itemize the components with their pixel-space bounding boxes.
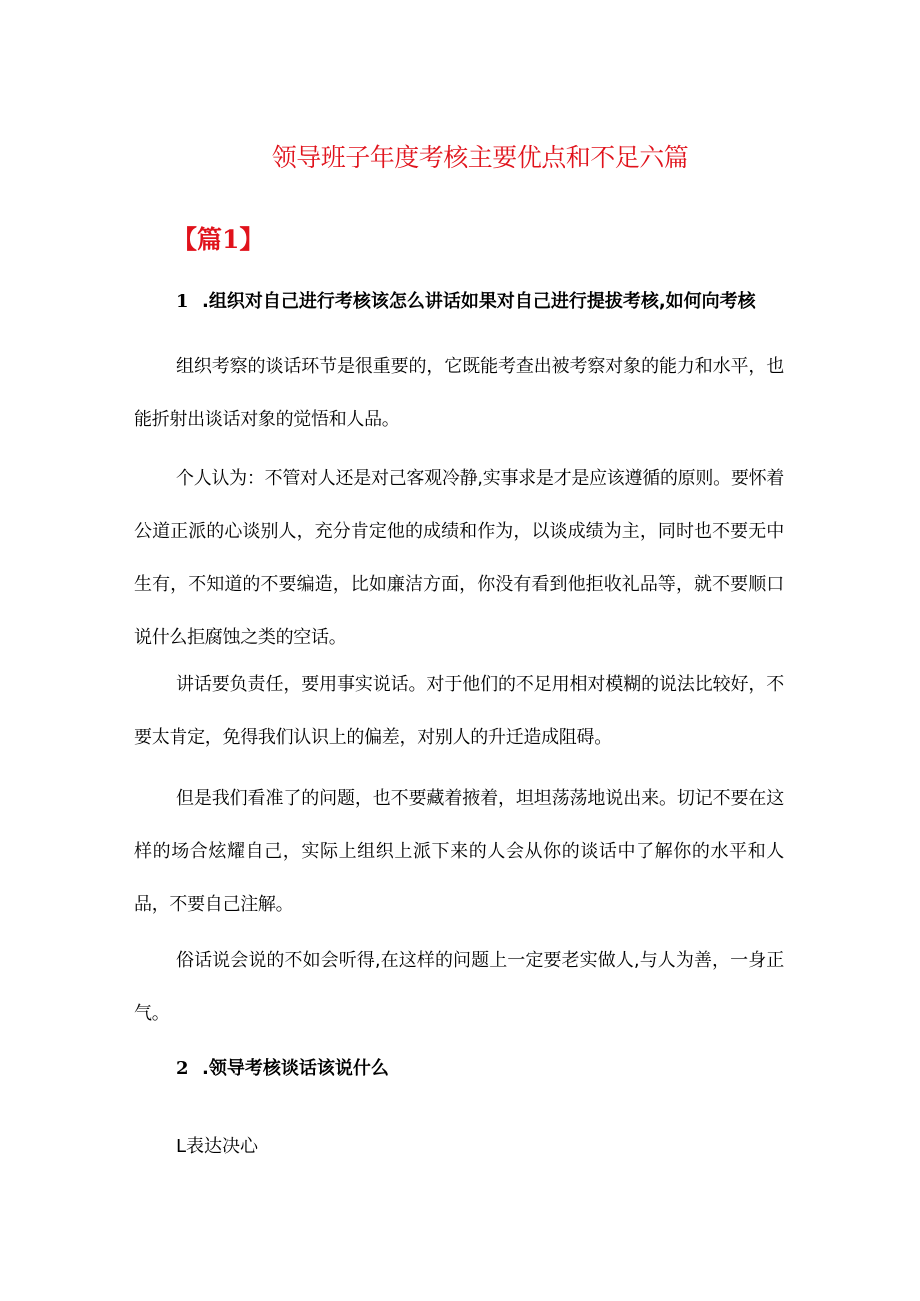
paragraph-4: 但是我们看准了的问题，也不要藏着掖着，坦坦荡荡地说出来。切记不要在这样的场合炫耀自己，实际上组织上派下来的人会从你的谈话中了解你的水平和人品，不要自己注解。 (134, 788, 784, 915)
question-number: 1 (176, 291, 189, 312)
section-heading: 【篇1】 (172, 225, 265, 254)
question-heading-2 (176, 1054, 389, 1084)
list-item: L表达决心 (176, 1136, 259, 1157)
paragraph-5: 俗话说会说的不如会听得,在这样的问题上一定要老实做人,与人为善，一身正气。 (134, 950, 784, 1024)
question-number: 2 (176, 1058, 189, 1079)
paragraph-1: 组织考察的谈话环节是很重要的，它既能考查出被考察对象的能力和水平，也能折射出谈话对象的觉悟和人品。 (134, 356, 784, 430)
question-text: .组织对自己进行考核该怎么讲话如果对自己进行提拔考核,如何向考核 (202, 291, 756, 312)
question-heading-1 (176, 287, 756, 317)
document-title: 领导班子年度考核主要优点和不足六篇 (271, 143, 689, 172)
question-text: .领导考核谈话该说什么 (202, 1058, 389, 1079)
paragraph-2: 个人认为：不管对人还是对己客观冷静,实事求是才是应该遵循的原则。要怀着公道正派的心谈别人，充分肯定他的成绩和作为，以谈成绩为主，同时也不要无中生有，不知道的不要编造，比如廉洁方面，你没有看到他拒收礼品等，就不要顺口说什么拒腐蚀之类的空话。 (134, 468, 784, 648)
paragraph-3: 讲话要负责任，要用事实说话。对于他们的不足用相对模糊的说法比较好，不要太肯定，免得我们认识上的偏差，对别人的升迁造成阻碍。 (134, 674, 784, 748)
